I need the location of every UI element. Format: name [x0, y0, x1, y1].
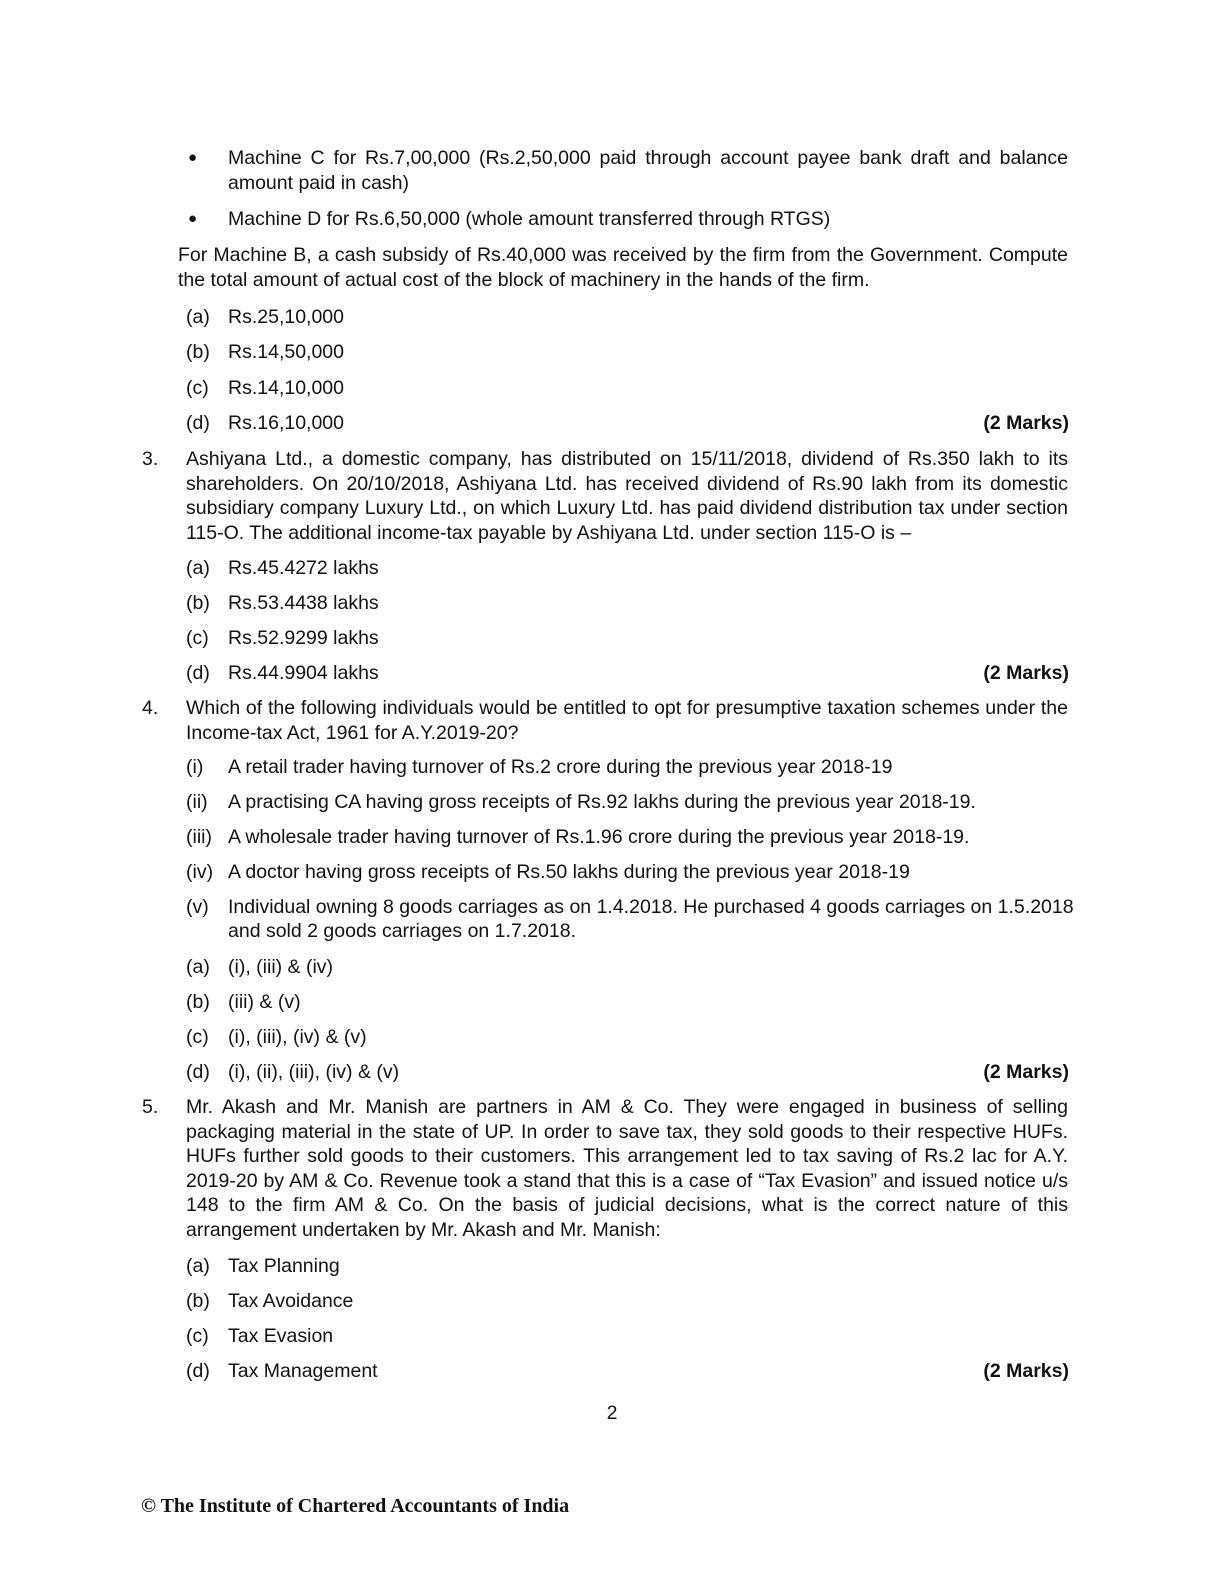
option-text: Rs.44.9904 lakhs: [228, 662, 379, 684]
option-label: (a): [186, 1255, 210, 1277]
option-label: (a): [186, 557, 210, 579]
page-number: 2: [606, 1402, 618, 1424]
question-4-number: 4.: [142, 697, 159, 719]
question-5-number: 5.: [142, 1096, 159, 1118]
option-text: (i), (iii) & (iv): [228, 956, 334, 978]
marks-label: (2 Marks): [983, 1061, 1069, 1083]
option-text: Rs.45.4272 lakhs: [228, 557, 379, 579]
question-3-number: 3.: [142, 448, 159, 470]
option-label: (b): [186, 1290, 210, 1312]
item-text: A wholesale trader having turnover of Rs.1.96 crore during the previous year 2018-19.: [228, 826, 970, 848]
item-label: (v): [186, 896, 209, 918]
item-text: Individual owning 8 goods carriages as on 1.4.2018. He purchased 4 goods carriages on 1.5.2018: [228, 896, 1074, 918]
option-text: (i), (ii), (iii), (iv) & (v): [228, 1061, 400, 1083]
option-text: Rs.14,10,000: [228, 377, 345, 399]
option-text: Rs.16,10,000: [228, 412, 345, 434]
option-label: (b): [186, 592, 210, 614]
question-4-stem: Which of the following individuals would be entitled to opt for presumptive taxation schemes under the Income-tax Act, 1961 for A.Y.2019-20?: [186, 697, 1068, 744]
option-text: Tax Avoidance: [228, 1290, 354, 1312]
option-label: (c): [186, 627, 209, 649]
option-text: Rs.25,10,000: [228, 306, 345, 328]
question-3-stem: Ashiyana Ltd., a domestic company, has distributed on 15/11/2018, dividend of Rs.350 lakh to its shareholders. On 20/10/2018, Ashiyana Ltd. has received dividend of Rs.90 lakh from its domestic subsidiary company Luxury Ltd., on which Luxury Ltd. has paid dividend distribution tax under section 115-O. The additional income-tax payable by Ashiyana Ltd. under section 115-O is –: [186, 448, 1068, 544]
item-text-continued: and sold 2 goods carriages on 1.7.2018.: [228, 920, 577, 942]
option-label: (a): [186, 956, 210, 978]
bullet-text: Machine C for Rs.7,00,000 (Rs.2,50,000 paid through account payee bank draft and balance amount paid in cash): [228, 147, 1068, 194]
option-label: (c): [186, 377, 209, 399]
item-text: A retail trader having turnover of Rs.2 crore during the previous year 2018-19: [228, 756, 893, 778]
footer-copyright: © The Institute of Chartered Accountants of India: [141, 1495, 570, 1517]
option-label: (b): [186, 341, 210, 363]
question-5-stem: Mr. Akash and Mr. Manish are partners in AM & Co. They were engaged in business of selling packaging material in the state of UP. In order to save tax, they sold goods to their respective HUFs. HUFs further sold goods to their customers. This arrangement led to tax saving of Rs.2 lac for A.Y. 2019-20 by AM & Co. Revenue took a stand that this is a case of “Tax Evasion” and issued notice u/s 148 to the firm AM & Co. On the basis of judicial decisions, what is the correct nature of this arrangement undertaken by Mr. Akash and Mr. Manish:: [186, 1096, 1068, 1241]
bullet-text: Machine D for Rs.6,50,000 (whole amount transferred through RTGS): [228, 208, 831, 230]
item-label: (ii): [186, 791, 208, 813]
option-label: (c): [186, 1325, 209, 1347]
item-label: (iv): [186, 861, 214, 883]
option-label: (d): [186, 1061, 210, 1083]
option-label: (d): [186, 1360, 210, 1382]
option-text: Rs.53.4438 lakhs: [228, 592, 379, 614]
option-label: (d): [186, 412, 210, 434]
item-text: A doctor having gross receipts of Rs.50 lakhs during the previous year 2018-19: [228, 861, 910, 883]
option-text: Rs.14,50,000: [228, 341, 345, 363]
marks-label: (2 Marks): [983, 662, 1069, 684]
option-label: (c): [186, 1026, 209, 1048]
option-text: Tax Planning: [228, 1255, 340, 1277]
marks-label: (2 Marks): [983, 412, 1069, 434]
item-label: (i): [186, 756, 204, 778]
option-text: (i), (iii), (iv) & (v): [228, 1026, 367, 1048]
item-text: A practising CA having gross receipts of Rs.92 lakhs during the previous year 2018-19.: [228, 791, 976, 813]
option-label: (d): [186, 662, 210, 684]
item-label: (iii): [186, 826, 212, 848]
marks-label: (2 Marks): [983, 1360, 1069, 1382]
option-text: Tax Evasion: [228, 1325, 334, 1347]
option-text: Tax Management: [228, 1360, 378, 1382]
option-text: (iii) & (v): [228, 991, 301, 1013]
option-label: (a): [186, 306, 210, 328]
option-text: Rs.52.9299 lakhs: [228, 627, 379, 649]
bullet-icon: ●: [188, 210, 198, 227]
question-2-stem: For Machine B, a cash subsidy of Rs.40,000 was received by the firm from the Government. Compute the total amount of actual cost of the block of machinery in the hands of the firm.: [178, 244, 1068, 291]
bullet-icon: ●: [188, 149, 198, 166]
option-label: (b): [186, 991, 210, 1013]
